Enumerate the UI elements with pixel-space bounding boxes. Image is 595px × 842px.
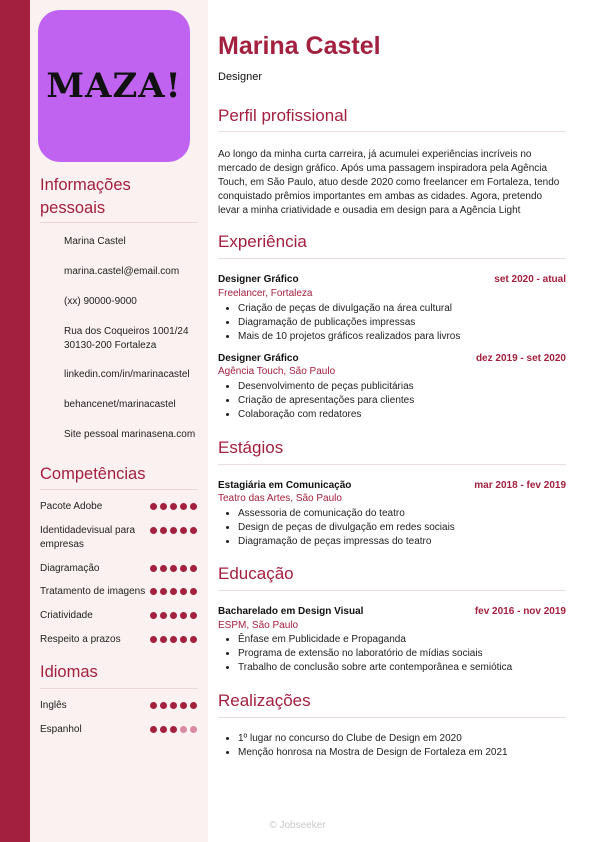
internship-bullets [218, 507, 568, 549]
contact-behance[interactable]: behancenet/marinacastel [64, 399, 176, 410]
divider [40, 489, 198, 490]
list-item: • Diagramação de publicações impressas [238, 316, 568, 330]
job-organization: Freelancer, Fortaleza [218, 288, 313, 299]
rating-dot-filled [190, 702, 197, 709]
logo [38, 10, 190, 162]
skill-rating [150, 527, 197, 534]
job-date: set 2020 - atual [494, 274, 566, 285]
list-item: • Mais de 10 projetos gráficos realizados para livros [238, 330, 568, 344]
degree-title: Bacharelado em Design Visual [218, 606, 364, 617]
contact-address-line1: Rua dos Coqueiros 1001/24 [64, 326, 189, 337]
accent-strip [0, 0, 30, 842]
rating-dot-filled [150, 565, 157, 572]
skill-rating [150, 636, 197, 643]
divider [218, 131, 566, 132]
rating-dot-filled [160, 527, 167, 534]
job-date: dez 2019 - set 2020 [475, 353, 566, 364]
contact-address-line2: 30130-200 Fortaleza [64, 340, 157, 351]
divider [218, 464, 566, 465]
personal-info-heading-line1: Informações [40, 176, 131, 194]
list-item: • Trabalho de conclusão sobre arte contemporânea e semiótica [238, 661, 568, 675]
rating-dot-filled [180, 565, 187, 572]
divider [218, 717, 566, 718]
rating-dot-filled [170, 636, 177, 643]
rating-dot-filled [170, 612, 177, 619]
candidate-name: Marina Castel [218, 32, 381, 60]
rating-dot-filled [150, 726, 157, 733]
divider [40, 222, 198, 223]
rating-dot-filled [160, 636, 167, 643]
rating-dot-filled [170, 588, 177, 595]
list-item: • Desenvolvimento de peças publicitárias [238, 380, 568, 394]
rating-dot-filled [170, 726, 177, 733]
achievements-heading: Realizações [218, 691, 311, 710]
contact-email[interactable]: marina.castel@email.com [64, 266, 180, 277]
job-title: Designer Gráfico [218, 353, 299, 364]
achievement-bullets [218, 732, 568, 760]
job-bullets [218, 380, 568, 422]
rating-dot-filled [180, 588, 187, 595]
rating-dot-filled [170, 527, 177, 534]
experience-heading: Experiência [218, 232, 307, 251]
skill-name: Respeito a prazos [40, 634, 121, 645]
personal-info-heading-line2: pessoais [40, 199, 106, 217]
divider [218, 258, 566, 259]
rating-dot-filled [150, 588, 157, 595]
skill-rating [150, 503, 197, 510]
internship-title: Estagiária em Comunicação [218, 480, 352, 491]
list-item: • Design de peças de divulgação em redes sociais [238, 521, 568, 535]
rating-dot-filled [160, 726, 167, 733]
list-item: • Assessoria de comunicação do teatro [238, 507, 568, 521]
job-bullets [218, 302, 568, 344]
language-rating [150, 702, 197, 709]
skill-name: Pacote Adobe [40, 501, 103, 512]
degree-institution: ESPM, São Paulo [218, 620, 299, 631]
list-item: • Menção honrosa na Mostra de Design de Fortaleza em 2021 [238, 746, 568, 760]
rating-dot-empty [190, 726, 197, 733]
list-item: • 1º lugar no concurso do Clube de Design em 2020 [238, 732, 568, 746]
rating-dot-filled [190, 588, 197, 595]
rating-dot-filled [150, 527, 157, 534]
list-item: • Criação de apresentações para clientes [238, 394, 568, 408]
skill-rating [150, 612, 197, 619]
degree-date: fev 2016 - nov 2019 [474, 606, 566, 617]
personal-info-heading [40, 174, 131, 220]
rating-dot-filled [160, 565, 167, 572]
candidate-role: Designer [218, 71, 263, 83]
profile-heading: Perfil profissional [218, 106, 348, 125]
contact-website[interactable]: Site pessoal marinasena.com [64, 429, 196, 440]
rating-dot-filled [170, 503, 177, 510]
skill-rating [150, 588, 197, 595]
list-item: • Diagramação de peças impressas do teatro [238, 535, 568, 549]
skill-name: Tratamento de imagens [40, 586, 146, 597]
rating-dot-filled [150, 636, 157, 643]
rating-dot-filled [180, 702, 187, 709]
rating-dot-filled [150, 702, 157, 709]
footer-credit: © Jobseeker [269, 820, 326, 831]
internships-heading: Estágios [218, 438, 284, 457]
rating-dot-filled [180, 636, 187, 643]
degree-bullets [218, 633, 568, 675]
rating-dot-filled [150, 503, 157, 510]
contact-linkedin[interactable]: linkedin.com/in/marinacastel [64, 369, 190, 380]
skill-rating [150, 565, 197, 572]
divider [218, 590, 566, 591]
rating-dot-filled [180, 612, 187, 619]
internship-organization: Teatro das Artes, São Paulo [218, 493, 342, 504]
internship-date: mar 2018 - fev 2019 [474, 480, 566, 491]
contact-phone: (xx) 90000-9000 [64, 296, 137, 307]
rating-dot-filled [160, 588, 167, 595]
rating-dot-filled [160, 702, 167, 709]
language-rating [150, 726, 197, 733]
skills-heading: Competências [40, 465, 146, 483]
job-title: Designer Gráfico [218, 274, 299, 285]
rating-dot-filled [190, 565, 197, 572]
skill-name: Diagramação [40, 563, 100, 574]
education-heading: Educação [218, 564, 294, 583]
rating-dot-filled [180, 503, 187, 510]
logo-text: MAZA! [46, 66, 182, 106]
rating-dot-filled [170, 565, 177, 572]
profile-text: Ao longo da minha curta carreira, já acumulei experiências incríveis no mercado de design gráfico. Após uma passagem inspiradora pela Agência Touch, em São Paulo, atuo desde 2020 como freelancer em Fortaleza, tendo conquistado prêmios importantes em ambas as cidades. Agora, pretendo levar a minha criatividade e ousadia em design para a Agência Light [218, 149, 560, 216]
sidebar [30, 0, 208, 842]
language-name: Inglês [40, 700, 67, 711]
rating-dot-filled [160, 612, 167, 619]
list-item: • Colaboração com redatores [238, 408, 568, 422]
rating-dot-filled [190, 503, 197, 510]
language-name: Espanhol [40, 724, 82, 735]
rating-dot-empty [180, 726, 187, 733]
job-organization: Agência Touch, São Paulo [218, 366, 336, 377]
skill-name: Identidadevisual para empresas [40, 525, 136, 550]
list-item: • Programa de extensão no laboratório de mídias sociais [238, 647, 568, 661]
skill-name: Criatividade [40, 610, 93, 621]
rating-dot-filled [170, 702, 177, 709]
rating-dot-filled [160, 503, 167, 510]
contact-name: Marina Castel [64, 236, 126, 247]
languages-heading: Idiomas [40, 663, 98, 681]
list-item: • Criação de peças de divulgação na área cultural [238, 302, 568, 316]
list-item: • Ênfase em Publicidade e Propaganda [238, 633, 568, 647]
rating-dot-filled [190, 636, 197, 643]
rating-dot-filled [190, 612, 197, 619]
rating-dot-filled [180, 527, 187, 534]
divider [40, 688, 198, 689]
rating-dot-filled [150, 612, 157, 619]
rating-dot-filled [190, 527, 197, 534]
